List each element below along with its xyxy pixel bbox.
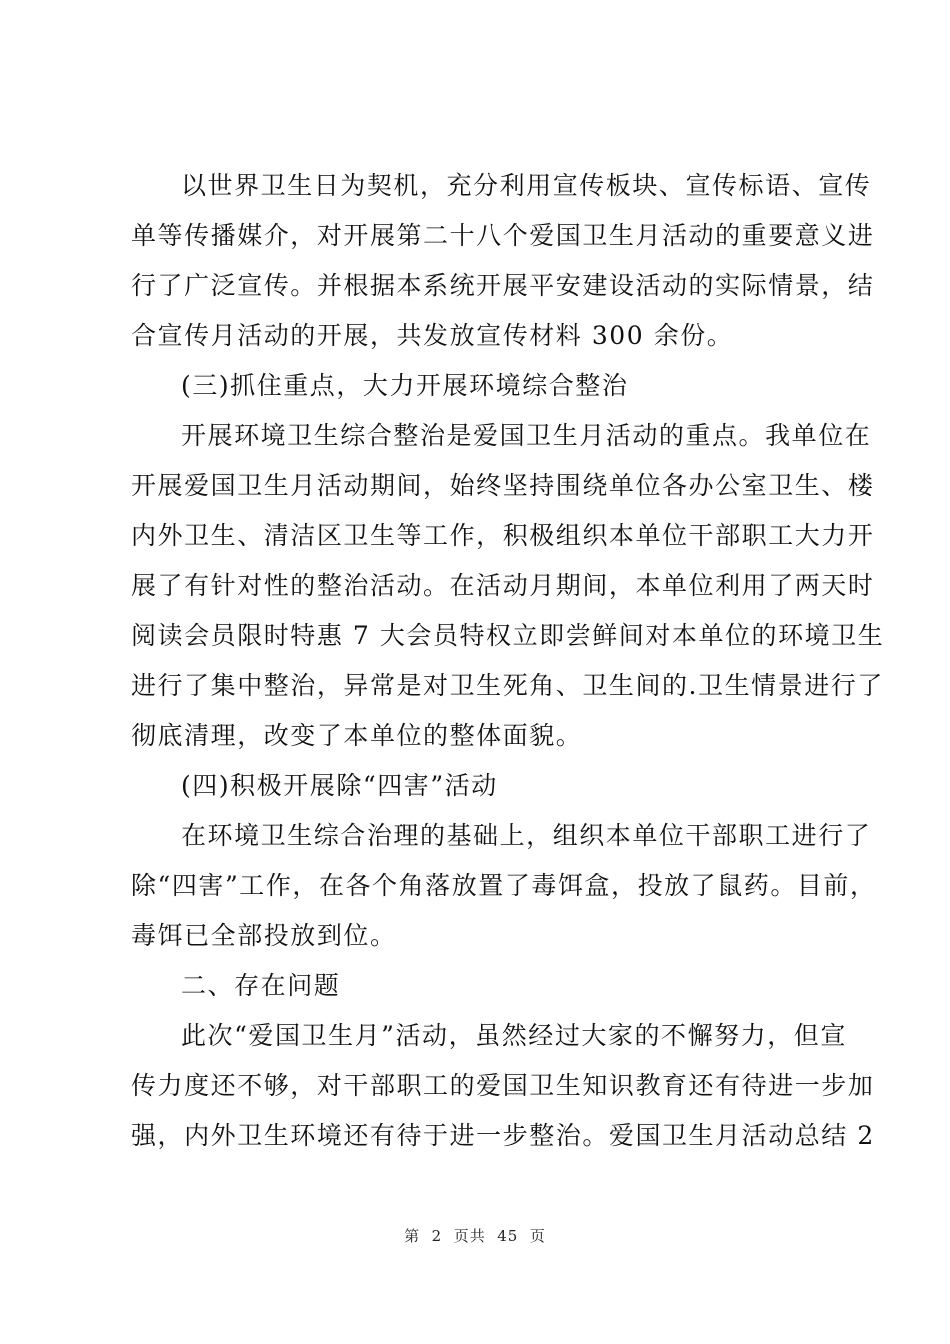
paragraph-line: 毒饵已全部投放到位。 bbox=[131, 921, 397, 950]
paragraph-line: 此次“爱国卫生月”活动，虽然经过大家的不懈努力，但宣 bbox=[181, 1021, 847, 1050]
paragraph-line: 除“四害”工作，在各个角落放置了毒饵盒，投放了鼠药。目前， bbox=[131, 871, 877, 900]
page-number-footer: 第 2 页共 45 页 bbox=[404, 1227, 546, 1245]
paragraph-line: 开展环境卫生综合整治是爱国卫生月活动的重点。我单位在 bbox=[181, 421, 872, 450]
paragraph-line: 强，内外卫生环境还有待于进一步整治。爱国卫生月活动总结 2 bbox=[131, 1121, 875, 1150]
paragraph-line: 阅读会员限时特惠 7 大会员特权立即尝鲜间对本单位的环境卫生 bbox=[131, 621, 885, 650]
paragraph-line: 开展爱国卫生月活动期间，始终坚持围绕单位各办公室卫生、楼 bbox=[131, 471, 875, 500]
paragraph-line: 在环境卫生综合治理的基础上，组织本单位干部职工进行了 bbox=[181, 821, 872, 850]
paragraph-line: 进行了集中整治，异常是对卫生死角、卫生间的.卫生情景进行了 bbox=[131, 671, 884, 700]
paragraph-line: 单等传播媒介，对开展第二十八个爱国卫生月活动的重要意义进 bbox=[131, 221, 875, 250]
paragraph-line: 展了有针对性的整治活动。在活动月期间，本单位利用了两天时 bbox=[131, 571, 875, 600]
paragraph-line: 行了广泛宣传。并根据本系统开展平安建设活动的实际情景，结 bbox=[131, 271, 875, 300]
section-heading: (三)抓住重点，大力开展环境综合整治 bbox=[181, 371, 629, 400]
paragraph-line: 以世界卫生日为契机，充分利用宣传板块、宣传标语、宣传 bbox=[181, 171, 872, 200]
paragraph-line: 传力度还不够，对干部职工的爱国卫生知识教育还有待进一步加 bbox=[131, 1071, 875, 1100]
paragraph-line: 合宣传月活动的开展，共发放宣传材料 300 余份。 bbox=[131, 321, 734, 350]
section-heading: (四)积极开展除“四害”活动 bbox=[181, 771, 498, 800]
paragraph-line: 彻底清理，改变了本单位的整体面貌。 bbox=[131, 721, 583, 750]
section-heading: 二、存在问题 bbox=[181, 971, 341, 1000]
paragraph-line: 内外卫生、清洁区卫生等工作，积极组织本单位干部职工大力开 bbox=[131, 521, 875, 550]
